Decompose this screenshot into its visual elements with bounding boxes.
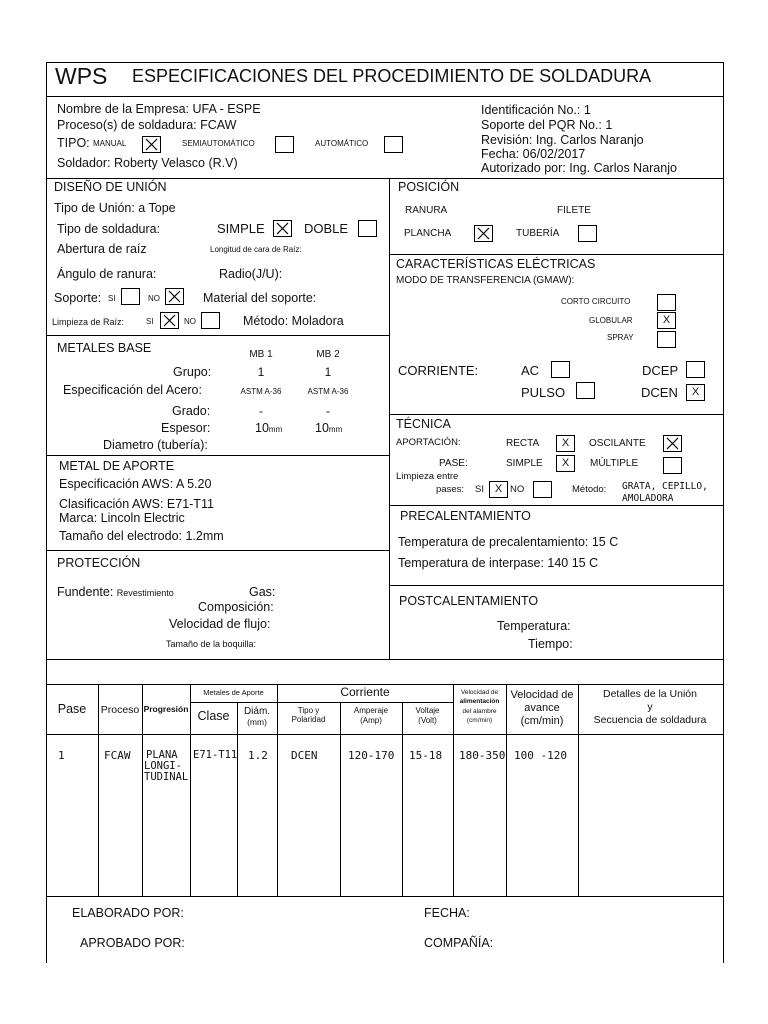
- grupo-mb1: 1: [257, 365, 265, 379]
- aporte-tamano: Tamaño del electrodo: 1.2mm: [59, 529, 224, 543]
- col-vel-avance-2: avance: [524, 702, 560, 714]
- manual-checkbox[interactable]: [142, 136, 161, 153]
- ac-checkbox[interactable]: [551, 361, 570, 378]
- limpieza-entre-label: Limpieza entre: [396, 471, 459, 482]
- divider: [389, 414, 723, 415]
- wps-label: WPS: [55, 63, 108, 89]
- col-vel-alim-1: Velocidad de: [460, 689, 499, 696]
- globular-checkbox[interactable]: X: [657, 312, 676, 329]
- aporte-clasificacion: Clasificación AWS: E71-T11: [59, 497, 214, 511]
- row-amperaje: 120-170: [348, 749, 395, 762]
- plancha-checkbox[interactable]: [474, 225, 493, 242]
- tuberia-label: TUBERÍA: [516, 228, 560, 239]
- row-pase: 1: [58, 749, 65, 762]
- tipo-label: TIPO:: [57, 136, 90, 150]
- limpieza-si-checkbox[interactable]: [160, 312, 179, 329]
- filete-label: FILETE: [557, 205, 591, 216]
- multiple-checkbox[interactable]: [663, 457, 682, 474]
- diseno-title: DISEÑO DE UNIÓN: [54, 180, 167, 194]
- metales-title: METALES BASE: [57, 341, 152, 355]
- col-volt-unit: (Volt): [418, 716, 437, 725]
- grado-mb2: -: [326, 404, 330, 418]
- tecnica-title: TÉCNICA: [396, 417, 451, 431]
- divider: [46, 550, 389, 551]
- globular-label: GLOBULAR: [589, 316, 633, 325]
- dcen-label: DCEN: [641, 385, 678, 400]
- simple-checkbox[interactable]: [273, 220, 292, 237]
- recta-label: RECTA: [506, 438, 540, 449]
- posicion-title: POSICIÓN: [398, 180, 460, 194]
- precalentamiento-title: PRECALENTAMIENTO: [400, 509, 531, 523]
- gas-label: Gas:: [249, 585, 276, 599]
- x-mark-icon: [168, 290, 181, 303]
- grado-mb1: -: [259, 404, 263, 418]
- row-clase: E71-T11: [193, 749, 238, 761]
- divider: [389, 505, 723, 506]
- semiautomatico-checkbox[interactable]: [275, 136, 294, 153]
- divider: [389, 585, 723, 586]
- divider: [46, 96, 723, 97]
- col-progresion: Progresión: [143, 704, 189, 714]
- divider: [453, 684, 454, 896]
- aprobado-por: APROBADO POR:: [80, 936, 185, 950]
- fecha: Fecha: 06/02/2017: [481, 147, 586, 161]
- divider: [46, 178, 723, 179]
- longitud-cara: Longitud de cara de Raíz:: [210, 245, 302, 254]
- pulso-label: PULSO: [521, 385, 566, 400]
- identificacion: Identificación No.: 1: [481, 103, 591, 117]
- angulo: Ángulo de ranura:: [57, 267, 157, 281]
- tipo-soldadura: Tipo de soldadura:: [57, 222, 161, 236]
- corto-label: CORTO CIRCUITO: [561, 297, 631, 306]
- grado-label: Grado:: [172, 404, 211, 418]
- proceso: Proceso(s) de soldadura: FCAW: [57, 118, 237, 132]
- col-diam: Diám.: [243, 706, 271, 717]
- col-vel-avance-3: (cm/min): [520, 715, 564, 727]
- automatico-label: AUTOMÁTICO: [315, 139, 369, 148]
- footer-compania: COMPAÑÍA:: [424, 936, 494, 950]
- soporte-label: Soporte:: [54, 291, 102, 305]
- espesor-mb1: 10mm: [255, 421, 283, 435]
- temp-precalentamiento: Temperatura de precalentamiento: 15 C: [398, 535, 619, 549]
- divider: [340, 702, 341, 896]
- soporte-no-label: NO: [148, 294, 160, 303]
- radio: Radio(J/U):: [219, 267, 283, 281]
- pases-no-label: NO: [510, 484, 525, 495]
- acero-mb2: ASTM A-36: [307, 387, 349, 396]
- row-alimentacion: 180-350: [459, 749, 506, 762]
- pases-si-label: SI: [475, 484, 484, 495]
- col-diam-unit: (mm): [247, 717, 267, 727]
- recta-checkbox[interactable]: X: [556, 435, 575, 452]
- divider: [46, 734, 723, 735]
- especificacion-acero: Especificación del Acero:: [63, 383, 202, 397]
- revision: Revisión: Ing. Carlos Naranjo: [481, 133, 644, 147]
- row-diam: 1.2: [248, 749, 268, 762]
- limpieza-si-label: SI: [146, 317, 154, 326]
- soporte-si-checkbox[interactable]: [121, 288, 140, 305]
- x-mark-icon: [145, 138, 158, 151]
- autorizado: Autorizado por: Ing. Carlos Naranjo: [481, 161, 677, 175]
- acero-mb1: ASTM A-36: [240, 387, 282, 396]
- divider: [46, 455, 389, 456]
- col-voltaje: Voltaje: [415, 706, 440, 715]
- col-proceso: Proceso: [100, 704, 140, 716]
- divider: [46, 659, 723, 660]
- col-vel-avance-1: Velocidad de: [510, 689, 574, 701]
- pase-simple-checkbox[interactable]: X: [556, 455, 575, 472]
- soporte-no-checkbox[interactable]: [165, 288, 184, 305]
- tuberia-checkbox[interactable]: [578, 225, 597, 242]
- divider: [237, 702, 238, 896]
- electricas-title: CARACTERÍSTICAS ELÉCTRICAS: [396, 257, 596, 271]
- col-vel-alim-3: del alambre: [462, 708, 497, 715]
- col-corriente: Corriente: [340, 685, 390, 699]
- x-mark-icon: [163, 314, 176, 327]
- dcen-checkbox[interactable]: X: [686, 384, 705, 401]
- col-detalles-1: Detalles de la Unión: [603, 688, 697, 700]
- pase-label: PASE:: [439, 458, 468, 469]
- metodo-label: Método:: [572, 484, 607, 495]
- corriente-label: CORRIENTE:: [398, 363, 479, 378]
- row-progresion-2: LONGI-: [144, 760, 182, 772]
- row-progresion-3: TUDINAL: [144, 771, 189, 783]
- grupo-mb2: 1: [324, 365, 332, 379]
- tiempo-label: Tiempo:: [528, 637, 573, 651]
- pases-no-checkbox[interactable]: [533, 481, 552, 498]
- velocidad-flujo: Velocidad de flujo:: [169, 617, 271, 631]
- col-clase: Clase: [197, 709, 230, 723]
- col-metales-aporte: Metales de Aporte: [203, 688, 264, 697]
- col-polaridad: Polaridad: [291, 715, 326, 724]
- manual-label: MANUAL: [93, 139, 127, 148]
- row-progresion-1: PLANA: [146, 749, 178, 761]
- soldador: Soldador: Roberty Velasco (R.V): [57, 156, 238, 170]
- divider: [142, 684, 143, 896]
- composicion-label: Composición:: [198, 600, 274, 614]
- pase-simple-label: SIMPLE: [506, 458, 543, 469]
- metodo-value-1: GRATA, CEPILLO,: [622, 481, 708, 492]
- row-polaridad: DCEN: [291, 749, 318, 762]
- row-voltaje: 15-18: [409, 749, 443, 762]
- temperatura-label: Temperatura:: [497, 619, 571, 633]
- postcalentamiento-title: POSTCALENTAMIENTO: [399, 594, 539, 608]
- soporte-si-label: SI: [108, 294, 116, 303]
- col-detalles-2: y: [647, 701, 653, 713]
- metodo-raiz: Método: Moladora: [243, 314, 344, 328]
- ac-label: AC: [521, 363, 540, 378]
- pulso-checkbox[interactable]: [576, 382, 595, 399]
- multiple-label: MÚLTIPLE: [590, 458, 639, 469]
- x-mark-icon: [276, 222, 289, 235]
- espesor-label: Espesor:: [161, 421, 211, 435]
- fundente-label: Fundente: Revestimiento: [57, 585, 174, 599]
- dcep-checkbox[interactable]: [686, 361, 705, 378]
- oscilante-checkbox[interactable]: [663, 435, 682, 452]
- row-proceso: FCAW: [104, 749, 131, 762]
- tamano-boquilla: Tamaño de la boquilla:: [166, 639, 257, 649]
- elaborado-por: ELABORADO POR:: [72, 906, 184, 920]
- limpieza-pases-label: pases:: [436, 484, 464, 495]
- spray-checkbox[interactable]: [657, 331, 676, 348]
- plancha-label: PLANCHA: [404, 228, 452, 239]
- soporte-pqr: Soporte del PQR No.: 1: [481, 118, 613, 132]
- mb2-label: MB 2: [316, 349, 340, 360]
- spray-label: SPRAY: [607, 333, 634, 342]
- col-detalles-3: Secuencia de soldadura: [593, 714, 707, 726]
- abertura: Abertura de raíz: [57, 242, 147, 256]
- col-vel-alim-4: (cm/min): [466, 717, 493, 724]
- temp-interpase: Temperatura de interpase: 140 15 C: [398, 556, 599, 570]
- simple-label: SIMPLE: [217, 221, 265, 236]
- divider: [389, 178, 390, 659]
- aportacion-label: APORTACIÓN:: [396, 437, 461, 448]
- divider: [402, 702, 403, 896]
- col-pase: Pase: [57, 702, 87, 716]
- empresa: Nombre de la Empresa: UFA - ESPE: [57, 102, 261, 116]
- pases-si-checkbox[interactable]: X: [489, 481, 508, 498]
- ranura-label: RANURA: [405, 205, 448, 216]
- divider: [190, 702, 277, 703]
- x-mark-icon: [477, 227, 490, 240]
- modo-transferencia: MODO DE TRANSFERENCIA (GMAW):: [396, 275, 575, 286]
- proteccion-title: PROTECCIÓN: [57, 556, 141, 570]
- row-avance: 100 -120: [514, 749, 567, 762]
- col-vel-alim-2: alimentación: [459, 698, 500, 705]
- automatico-checkbox[interactable]: [384, 136, 403, 153]
- limpieza-no-label: NO: [184, 317, 196, 326]
- oscilante-label: OSCILANTE: [589, 438, 646, 449]
- divider: [389, 254, 723, 255]
- grupo-label: Grupo:: [173, 365, 212, 379]
- footer-fecha: FECHA:: [424, 906, 470, 920]
- divider: [46, 335, 389, 336]
- divider: [46, 896, 723, 897]
- diametro-tuberia: Diametro (tubería):: [103, 438, 208, 452]
- aporte-title: METAL DE APORTE: [59, 459, 175, 473]
- corto-checkbox[interactable]: [657, 294, 676, 311]
- semiautomatico-label: SEMIAUTOMÁTICO: [182, 139, 255, 148]
- col-amperaje: Amperaje: [353, 706, 389, 715]
- col-tipo: Tipo y: [297, 706, 320, 715]
- limpieza-raiz: Limpieza de Raíz:: [52, 317, 125, 327]
- aporte-especificacion: Especificación AWS: A 5.20: [59, 477, 212, 491]
- dcep-label: DCEP: [642, 363, 679, 378]
- col-amp-unit: (Amp): [360, 716, 382, 725]
- mb1-label: MB 1: [249, 349, 273, 360]
- doble-label: DOBLE: [304, 221, 349, 236]
- material-soporte: Material del soporte:: [203, 291, 317, 305]
- tipo-union: Tipo de Unión: a Tope: [54, 201, 176, 215]
- metodo-value-2: AMOLADORA: [622, 493, 674, 504]
- divider: [277, 702, 453, 703]
- doble-checkbox[interactable]: [358, 220, 377, 237]
- page-title: ESPECIFICACIONES DEL PROCEDIMIENTO DE SOLDADURA: [132, 66, 652, 86]
- espesor-mb2: 10mm: [315, 421, 343, 435]
- limpieza-no-checkbox[interactable]: [201, 312, 220, 329]
- aporte-marca: Marca: Lincoln Electric: [59, 511, 185, 525]
- x-mark-icon: [666, 437, 679, 450]
